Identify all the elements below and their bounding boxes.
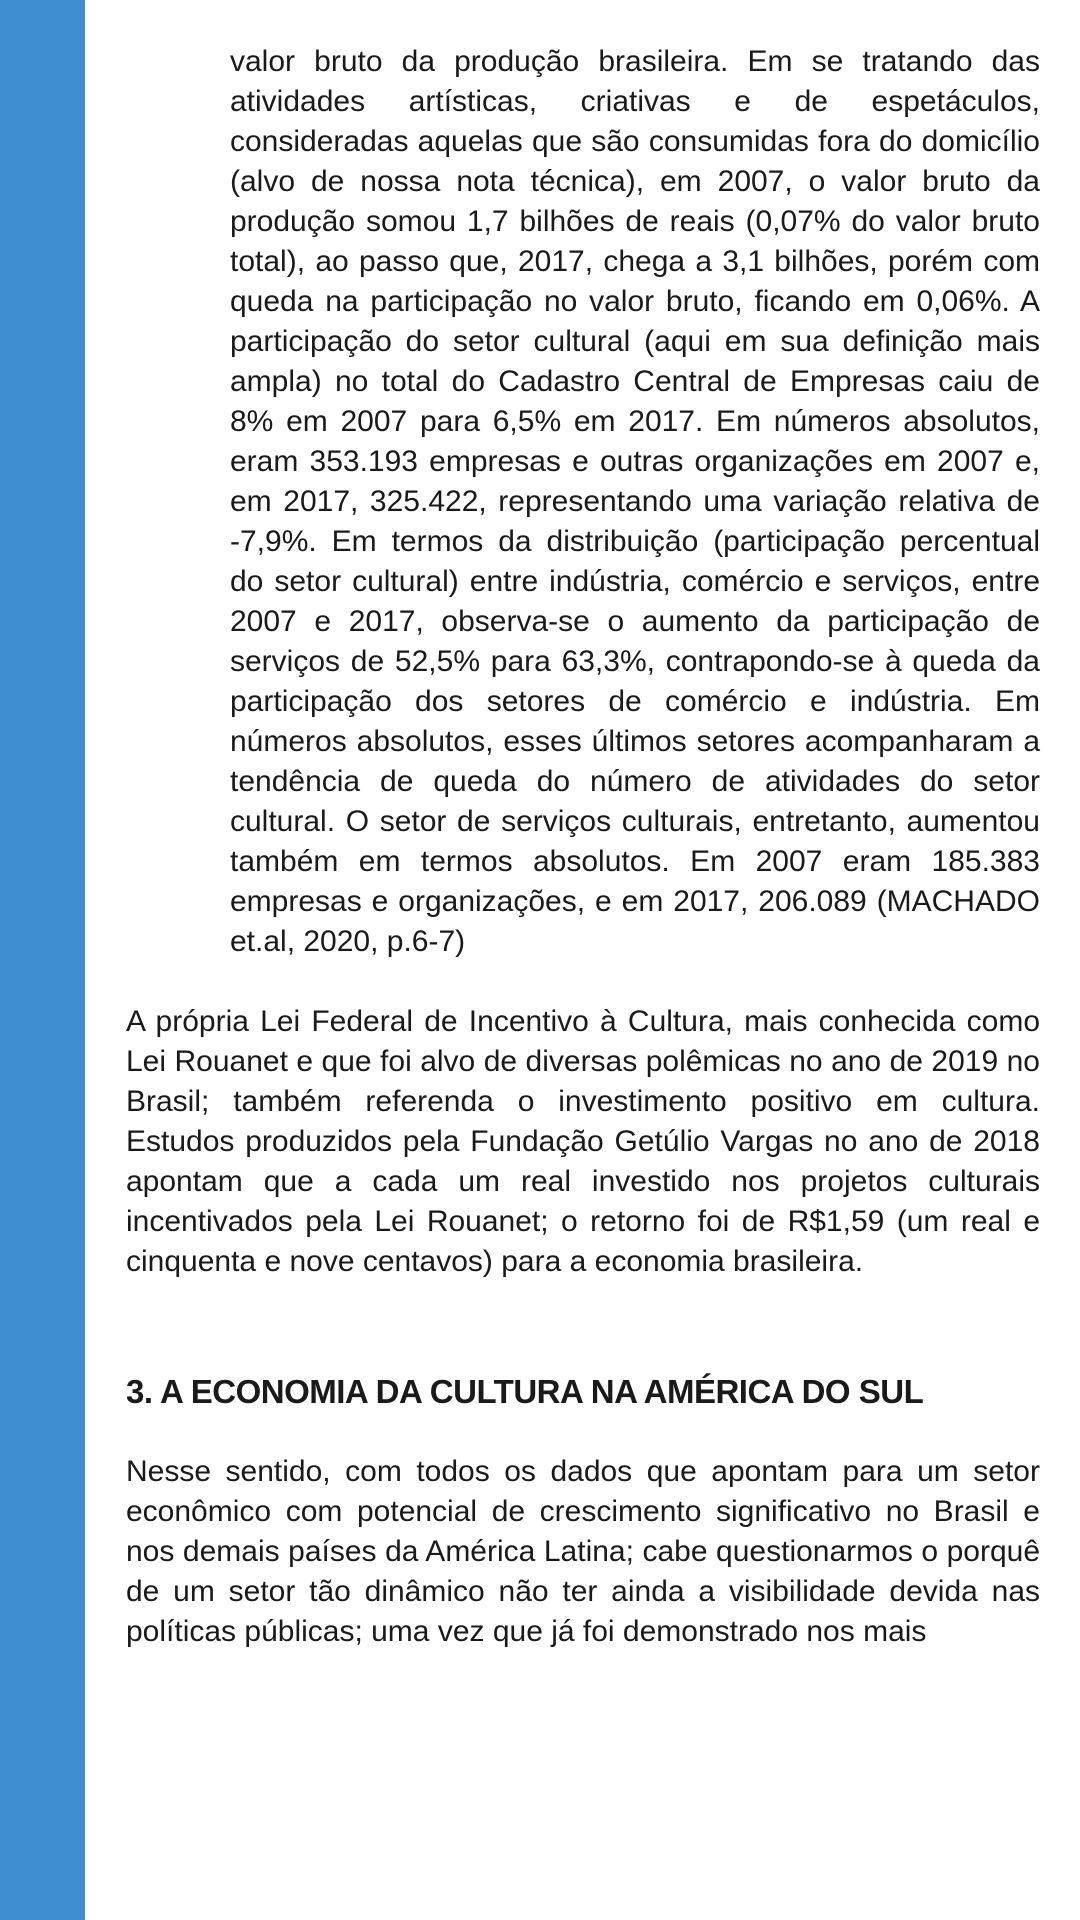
- paragraph-lei-rouanet: A própria Lei Federal de Incentivo à Cultura, mais conhecida como Lei Rouanet e que foi alvo de diversas polêmicas no ano de 2019 no Brasil; também referenda o investimento positivo em cultura. Estudos produzidos pela Fundação Getúlio Vargas no ano de 2018 apontam que a cada um real investido nos projetos culturais incentivados pela Lei Rouanet; o retorno foi de R$1,59 (um real e cinquenta e nove centavos) para a economia brasileira.: [126, 1005, 1040, 1278]
- side-color-bar: [0, 0, 85, 1920]
- paragraph-nesse-sentido: Nesse sentido, com todos os dados que apontam para um setor econômico com potencial de crescimento significativo no Brasil e nos demais países da América Latina; cabe questionarmos o porquê de um setor tão dinâmico não ter ainda a visibilidade devida nas políticas públicas; uma vez que já foi demonstrado nos mais: [126, 1455, 1040, 1648]
- block-quote: valor bruto da produção brasileira. Em se tratando das atividades artísticas, criativas e de espetáculos, consideradas aquelas que são consumidas fora do domicílio (alvo de nossa nota técnica), em 2007, o valor bruto da produção somou 1,7 bilhões de reais (0,07% do valor bruto total), ao passo que, 2017, chega a 3,1 bilhões, porém com queda na participação no valor bruto, ficando em 0,06%. A participação do setor cultural (aqui em sua definição mais ampla) no total do Cadastro Central de Empresas caiu de 8% em 2007 para 6,5% em 2017. Em números absolutos, eram 353.193 empresas e outras organizações em 2007 e, em 2017, 325.422, representando uma variação relativa de -7,9%. Em termos da distribuição (participação percentual do setor cultural) entre indústria, comércio e serviços, entre 2007 e 2017, observa-se o aumento da participação de serviços de 52,5% para 63,3%, contrapondo-se à queda da participação dos setores de comércio e indústria. Em números absolutos, esses últimos setores acompanharam a tendência de queda do número de atividades do setor cultural. O setor de serviços culturais, entretanto, aumentou também em termos absolutos. Em 2007 eram 185.383 empresas e organizações, e em 2017, 206.089 (MACHADO et.al, 2020, p.6-7): [230, 45, 1040, 958]
- section-heading: 3. A ECONOMIA DA CULTURA NA AMÉRICA DO SUL: [126, 1373, 924, 1410]
- document-page: [126, 0, 1040, 1652]
